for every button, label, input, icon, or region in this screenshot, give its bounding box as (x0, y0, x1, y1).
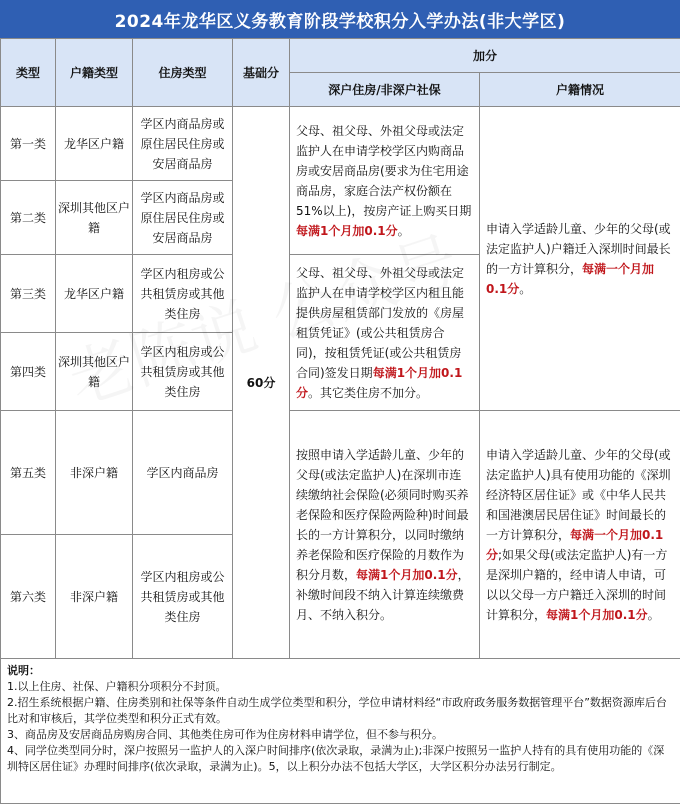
row-household: 龙华区户籍 (56, 107, 133, 181)
row-household: 深圳其他区户籍 (56, 333, 133, 411)
header-household: 户籍类型 (56, 39, 133, 107)
row-category: 第三类 (1, 255, 56, 333)
bonus-suffix: 。其它类住房不加分。 (308, 386, 428, 400)
bonus-highlight: 每满1个月加0.1分 (296, 224, 398, 238)
header-bonus-housing: 深户住房/非深户社保 (290, 73, 480, 107)
bonus-text: 申请入学适龄儿童、少年的父母(或法定监护人)户籍迁入深圳时间最长的一方计算积分， (486, 222, 671, 276)
header-base: 基础分 (233, 39, 290, 107)
note-item: 4、同学位类型同分时，深户按照另一监护人的入深户时间排序(依次录取，录满为止);非深户按照另一监护人持有的具有使用功能的《深圳特区居住证》办理时间排序(依次录取，录满为止)。5，以上积分办法不包括大学区，大学区积分办法另行制定。 (7, 743, 675, 775)
row-category: 第二类 (1, 181, 56, 255)
header-housing: 住房类型 (133, 39, 233, 107)
bonus-social-insurance (290, 411, 480, 659)
bonus-text: 父母、祖父母、外祖父母或法定监护人在申请学校学区内租且能提供房屋租赁部门发放的《房屋租赁凭证》(或公共租赁房合同)，按租赁凭证(或公共租赁房合同)签发日期 (296, 266, 464, 380)
notes-label: 说明： (7, 663, 675, 679)
note-item: 1.以上住房、社保、户籍积分项积分不封顶。 (7, 679, 675, 695)
bonus-highlight: 每满1个月加0.1分 (356, 568, 458, 582)
bonus-text: 申请入学适龄儿童、少年的父母(或法定监护人)具有使用功能的《深圳经济特区居住证》或《中华人民共和国港澳居民居住证》时间最长的一方计算积分， (486, 448, 671, 542)
row-housing: 学区内租房或公共租赁房或其他类住房 (133, 255, 233, 333)
points-table (0, 38, 680, 659)
bonus-suffix: 。 (398, 224, 410, 238)
row-category: 第一类 (1, 107, 56, 181)
notes (0, 659, 680, 804)
bonus-housing-rent (290, 255, 480, 411)
bonus-highlight: 每满一个月加0.1分 (486, 528, 663, 562)
row-household: 非深户籍 (56, 535, 133, 659)
header-category: 类型 (1, 39, 56, 107)
table-row (1, 411, 680, 535)
page-title: 2024年龙华区义务教育阶段学校积分入学办法(非大学区) (0, 0, 680, 38)
bonus-suffix: 。 (519, 282, 531, 296)
base-score: 60分 (233, 107, 290, 659)
bonus-text: ;如果父母(或法定监护人)有一方是深圳户籍的，经申请人申请，可以以父母一方户籍迁入深圳的时间计算积分， (486, 548, 667, 622)
bonus-highlight: 每满1个月加0.1分 (296, 366, 462, 400)
row-housing: 学区内商品房 (133, 411, 233, 535)
header-bonus-huji: 户籍情况 (480, 73, 680, 107)
bonus-suffix: 。 (648, 608, 660, 622)
row-housing: 学区内租房或公共租赁房或其他类住房 (133, 333, 233, 411)
note-item: 2.招生系统根据户籍、住房类别和社保等条件自动生成学位类型和积分，学位申请材料经“市政府政务服务数据管理平台”数据资源库后台比对和审核后，其学位类型和积分正式有效。 (7, 695, 675, 727)
bonus-huji-non-shenzhen (480, 411, 680, 659)
bonus-text: 父母、祖父母、外祖父母或法定监护人在申请学校学区内购商品房或安居商品房(要求为住宅用途商品房，家庭合法产权份额在51%以上)，按房产证上购买日期 (296, 124, 471, 218)
bonus-highlight: 每满1个月加0.1分 (546, 608, 648, 622)
bonus-text: 按照申请入学适龄儿童、少年的父母(或法定监护人)在深圳市连续缴纳社会保险(必须同时购买养老保险和医疗保险两险种)时间最长的一方计算积分，以同时缴纳养老保险和医疗保险的月数作为积分月数， (296, 448, 469, 582)
row-category: 第六类 (1, 535, 56, 659)
table-row (1, 107, 680, 181)
row-household: 龙华区户籍 (56, 255, 133, 333)
row-housing: 学区内租房或公共租赁房或其他类住房 (133, 535, 233, 659)
row-category: 第五类 (1, 411, 56, 535)
bonus-suffix: ，补缴时间段不纳入计算连续缴费月、不纳入积分。 (296, 568, 470, 622)
row-household: 深圳其他区户籍 (56, 181, 133, 255)
bonus-highlight: 每满一个月加0.1分 (486, 262, 654, 296)
row-category: 第四类 (1, 333, 56, 411)
bonus-huji-shenzhen (480, 107, 680, 411)
note-item: 3、商品房及安居商品房购房合同、其他类住房可作为住房材料申请学位，但不参与积分。 (7, 727, 675, 743)
header-bonus: 加分 (290, 39, 680, 73)
row-housing: 学区内商品房或原住居民住房或安居商品房 (133, 107, 233, 181)
row-housing: 学区内商品房或原住居民住房或安居商品房 (133, 181, 233, 255)
row-household: 非深户籍 (56, 411, 133, 535)
bonus-housing-own (290, 107, 480, 255)
